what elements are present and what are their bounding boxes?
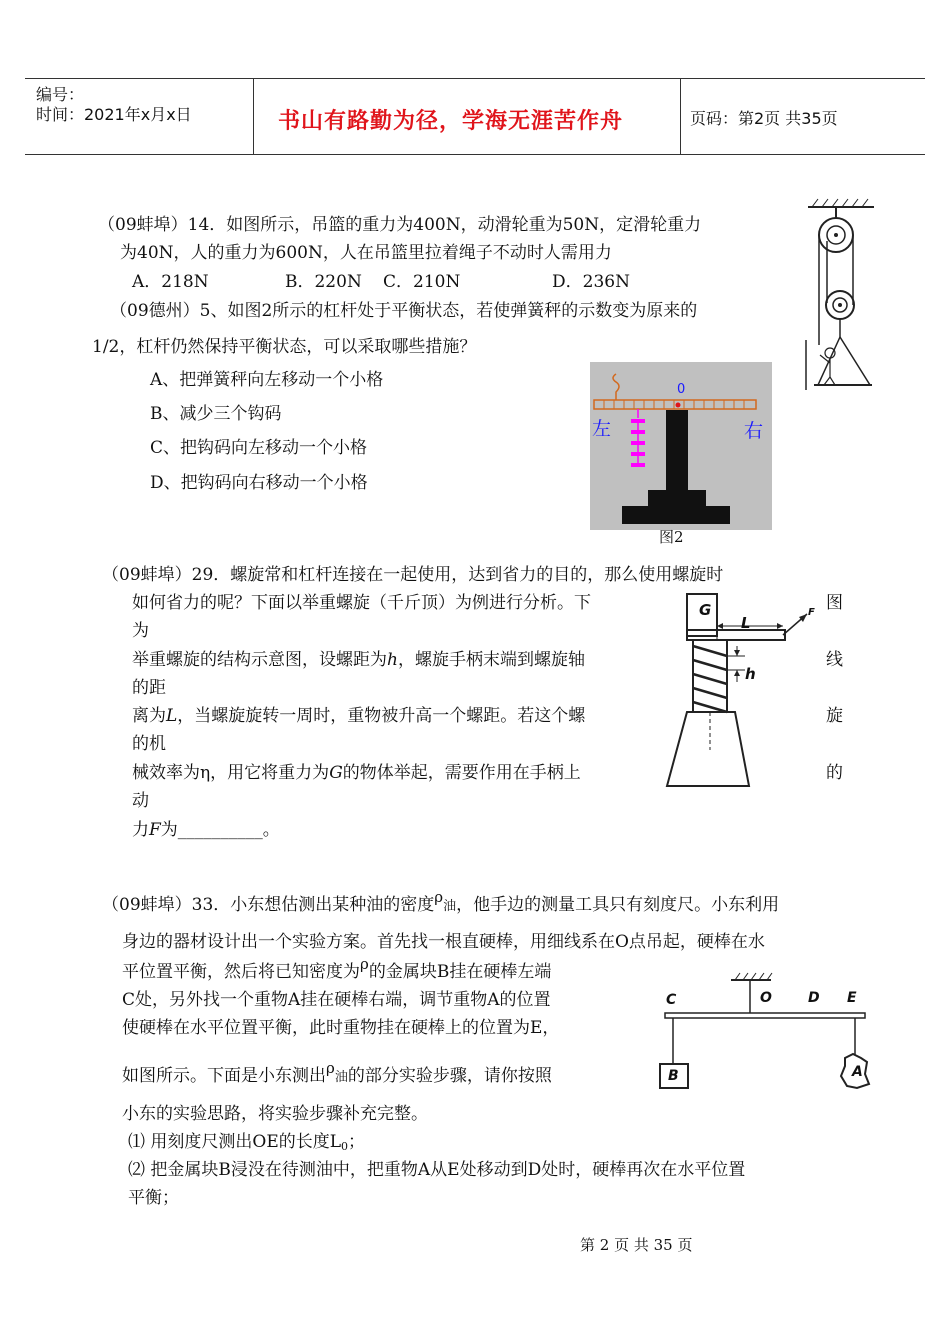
q29-symbol-F: F: [149, 820, 161, 840]
q5-option-d: D、把钩码向右移动一个小格: [150, 473, 368, 493]
q14-option-c: C．210N: [383, 272, 461, 292]
q29-line-5a: 械效率为η，用它将重力为: [132, 763, 330, 783]
q29-figure-label-G: G: [699, 601, 712, 619]
q33-step-1a: ⑴ 用刻度尺测出OE的长度L: [128, 1132, 342, 1152]
q29-line-2b: 为: [132, 621, 149, 641]
q29-line-3: [132, 649, 585, 671]
q29-line-4d: 旋: [826, 706, 843, 726]
q29-line-2a: 如何省力的呢？下面以举重螺旋（千斤顶）为例进行分析。下: [132, 593, 591, 613]
q33-block-B-label: B: [668, 1068, 679, 1084]
q33-point-O-label: O: [760, 990, 772, 1006]
q33-oil-subscript: 油: [443, 899, 457, 914]
q29-line-5d: 的: [826, 763, 843, 783]
q29-line-6: [132, 819, 280, 841]
q29-figure-label-L: L: [741, 614, 751, 632]
q33-rho-symbol: ρ: [434, 888, 444, 906]
q29-line-5b: 的物体举起，需要作用在手柄上: [342, 763, 581, 783]
q33-step-1: [128, 1131, 365, 1155]
q29-line-3c: 的距: [132, 678, 166, 698]
q33-step-1b: ；: [348, 1132, 366, 1152]
q33-point-D-label: D: [808, 990, 820, 1006]
footer-page-number: 第 2 页 共 35 页: [580, 1236, 693, 1254]
q33-line-3b: 的金属块B挂在硬棒左端: [368, 962, 552, 982]
q29-symbol-G: G: [329, 763, 343, 783]
q14-option-a: A．218N: [132, 272, 209, 292]
q29-line-6b: 为__________。: [160, 820, 280, 840]
q5-figure-caption: 图2: [659, 528, 684, 546]
q33-line-6a: 如图所示。下面是小东测出: [122, 1066, 326, 1086]
q29-line-5c: 动: [132, 791, 149, 811]
header-divider-right: [680, 78, 681, 155]
q29-line-5: [132, 762, 581, 784]
q33-step-1-subscript: 0: [341, 1140, 349, 1153]
q29-line-1: （09蚌埠）29．螺旋常和杠杆连接在一起使用，达到省力的目的，那么使用螺旋时: [102, 565, 724, 585]
q14-option-d: D．236N: [552, 272, 630, 292]
q33-step-2-cont: 平衡；: [128, 1188, 179, 1208]
header-bottom-rule: [25, 154, 925, 155]
q33-step-2: ⑵ 把金属块B浸没在待测油中，把重物A从E处移动到D处时，硬棒再次在水平位置: [128, 1160, 746, 1180]
q29-line-3b: ，螺旋手柄末端到螺旋轴: [397, 650, 585, 670]
q29-symbol-L: L: [166, 706, 178, 726]
q29-line-4c: 的机: [132, 734, 166, 754]
q33-line-1: [102, 888, 780, 918]
q14-option-b: B．220N: [285, 272, 362, 292]
q5-right-label: 右: [744, 420, 764, 442]
q33-point-E-label: E: [847, 990, 857, 1006]
q33-rho-symbol-3: ρ: [326, 1059, 335, 1077]
q33-lever-figure: [655, 970, 875, 1095]
q14-line-2: 为40N，人的重力为600N，人在吊篮里拉着绳子不动时人需用力: [120, 243, 612, 263]
q5-option-a: A、把弹簧秤向左移动一个小格: [150, 370, 384, 390]
q5-fulcrum-zero-label: 0: [677, 382, 686, 397]
q5-left-label: 左: [592, 418, 612, 440]
q29-line-3a: 举重螺旋的结构示意图，设螺距为: [132, 650, 387, 670]
q14-pulley-figure: [800, 195, 880, 395]
document-number-label: 编号：: [36, 85, 85, 104]
q33-line-1b: ，他手边的测量工具只有刻度尺。小东利用: [456, 895, 780, 915]
q29-line-4a: 离为: [132, 706, 166, 726]
q29-line-4: [132, 705, 585, 727]
q33-line-3: [122, 955, 552, 983]
q29-figure-label-F: F: [808, 607, 815, 618]
q33-line-4: C处，另外找一个重物A挂在硬棒右端，调节重物A的位置: [122, 990, 551, 1010]
header-top-rule: [25, 78, 925, 79]
q29-line-2c: 图: [826, 593, 843, 613]
q5-option-c: C、把钩码向左移动一个小格: [150, 438, 368, 458]
q33-line-7: 小东的实验思路，将实验步骤补充完整。: [122, 1104, 428, 1124]
header-motto: 书山有路勤为径，学海无涯苦作舟: [278, 109, 624, 134]
q29-line-4b: ，当螺旋旋转一周时，重物被升高一个螺距。若这个螺: [177, 706, 586, 726]
q29-line-6a: 力: [132, 820, 149, 840]
q5-line-1: （09德州）5、如图2所示的杠杆处于平衡状态，若使弹簧秤的示数变为原来的: [110, 301, 698, 321]
q33-line-6b: 的部分实验步骤，请你按照: [347, 1066, 552, 1086]
q33-line-3a: 平位置平衡，然后将已知密度为: [122, 962, 360, 982]
header-divider-left: [253, 78, 254, 155]
q14-line-1: （09蚌埠）14．如图所示，吊篮的重力为400N，动滑轮重为50N，定滑轮重力: [98, 215, 702, 235]
q33-rho-symbol-2: ρ: [360, 955, 369, 973]
q29-symbol-h: h: [387, 650, 398, 670]
q33-line-1a: （09蚌埠）33．小东想估测出某种油的密度: [102, 895, 435, 915]
q29-figure-label-h: h: [745, 665, 756, 683]
q33-line-5: 使硬棒在水平位置平衡，此时重物挂在硬棒上的位置为E，: [122, 1018, 560, 1038]
q5-lever-figure: [590, 362, 772, 530]
q29-line-3d: 线: [826, 650, 843, 670]
q33-weight-A-label: A: [852, 1064, 863, 1080]
document-time-label: 时间：2021年x月x日: [36, 105, 192, 124]
header-page-label: 页码：第2页 共35页: [690, 109, 838, 128]
q5-line-2: 1/2，杠杆仍然保持平衡状态，可以采取哪些措施？: [92, 337, 477, 357]
q33-line-6: [122, 1059, 552, 1089]
q5-option-b: B、减少三个钩码: [150, 404, 282, 424]
q33-line-2: 身边的器材设计出一个实验方案。首先找一根直硬棒，用细线系在O点吊起，硬棒在水: [122, 932, 765, 952]
q33-point-C-label: C: [666, 992, 677, 1008]
q33-oil-subscript-2: 油: [334, 1070, 348, 1085]
